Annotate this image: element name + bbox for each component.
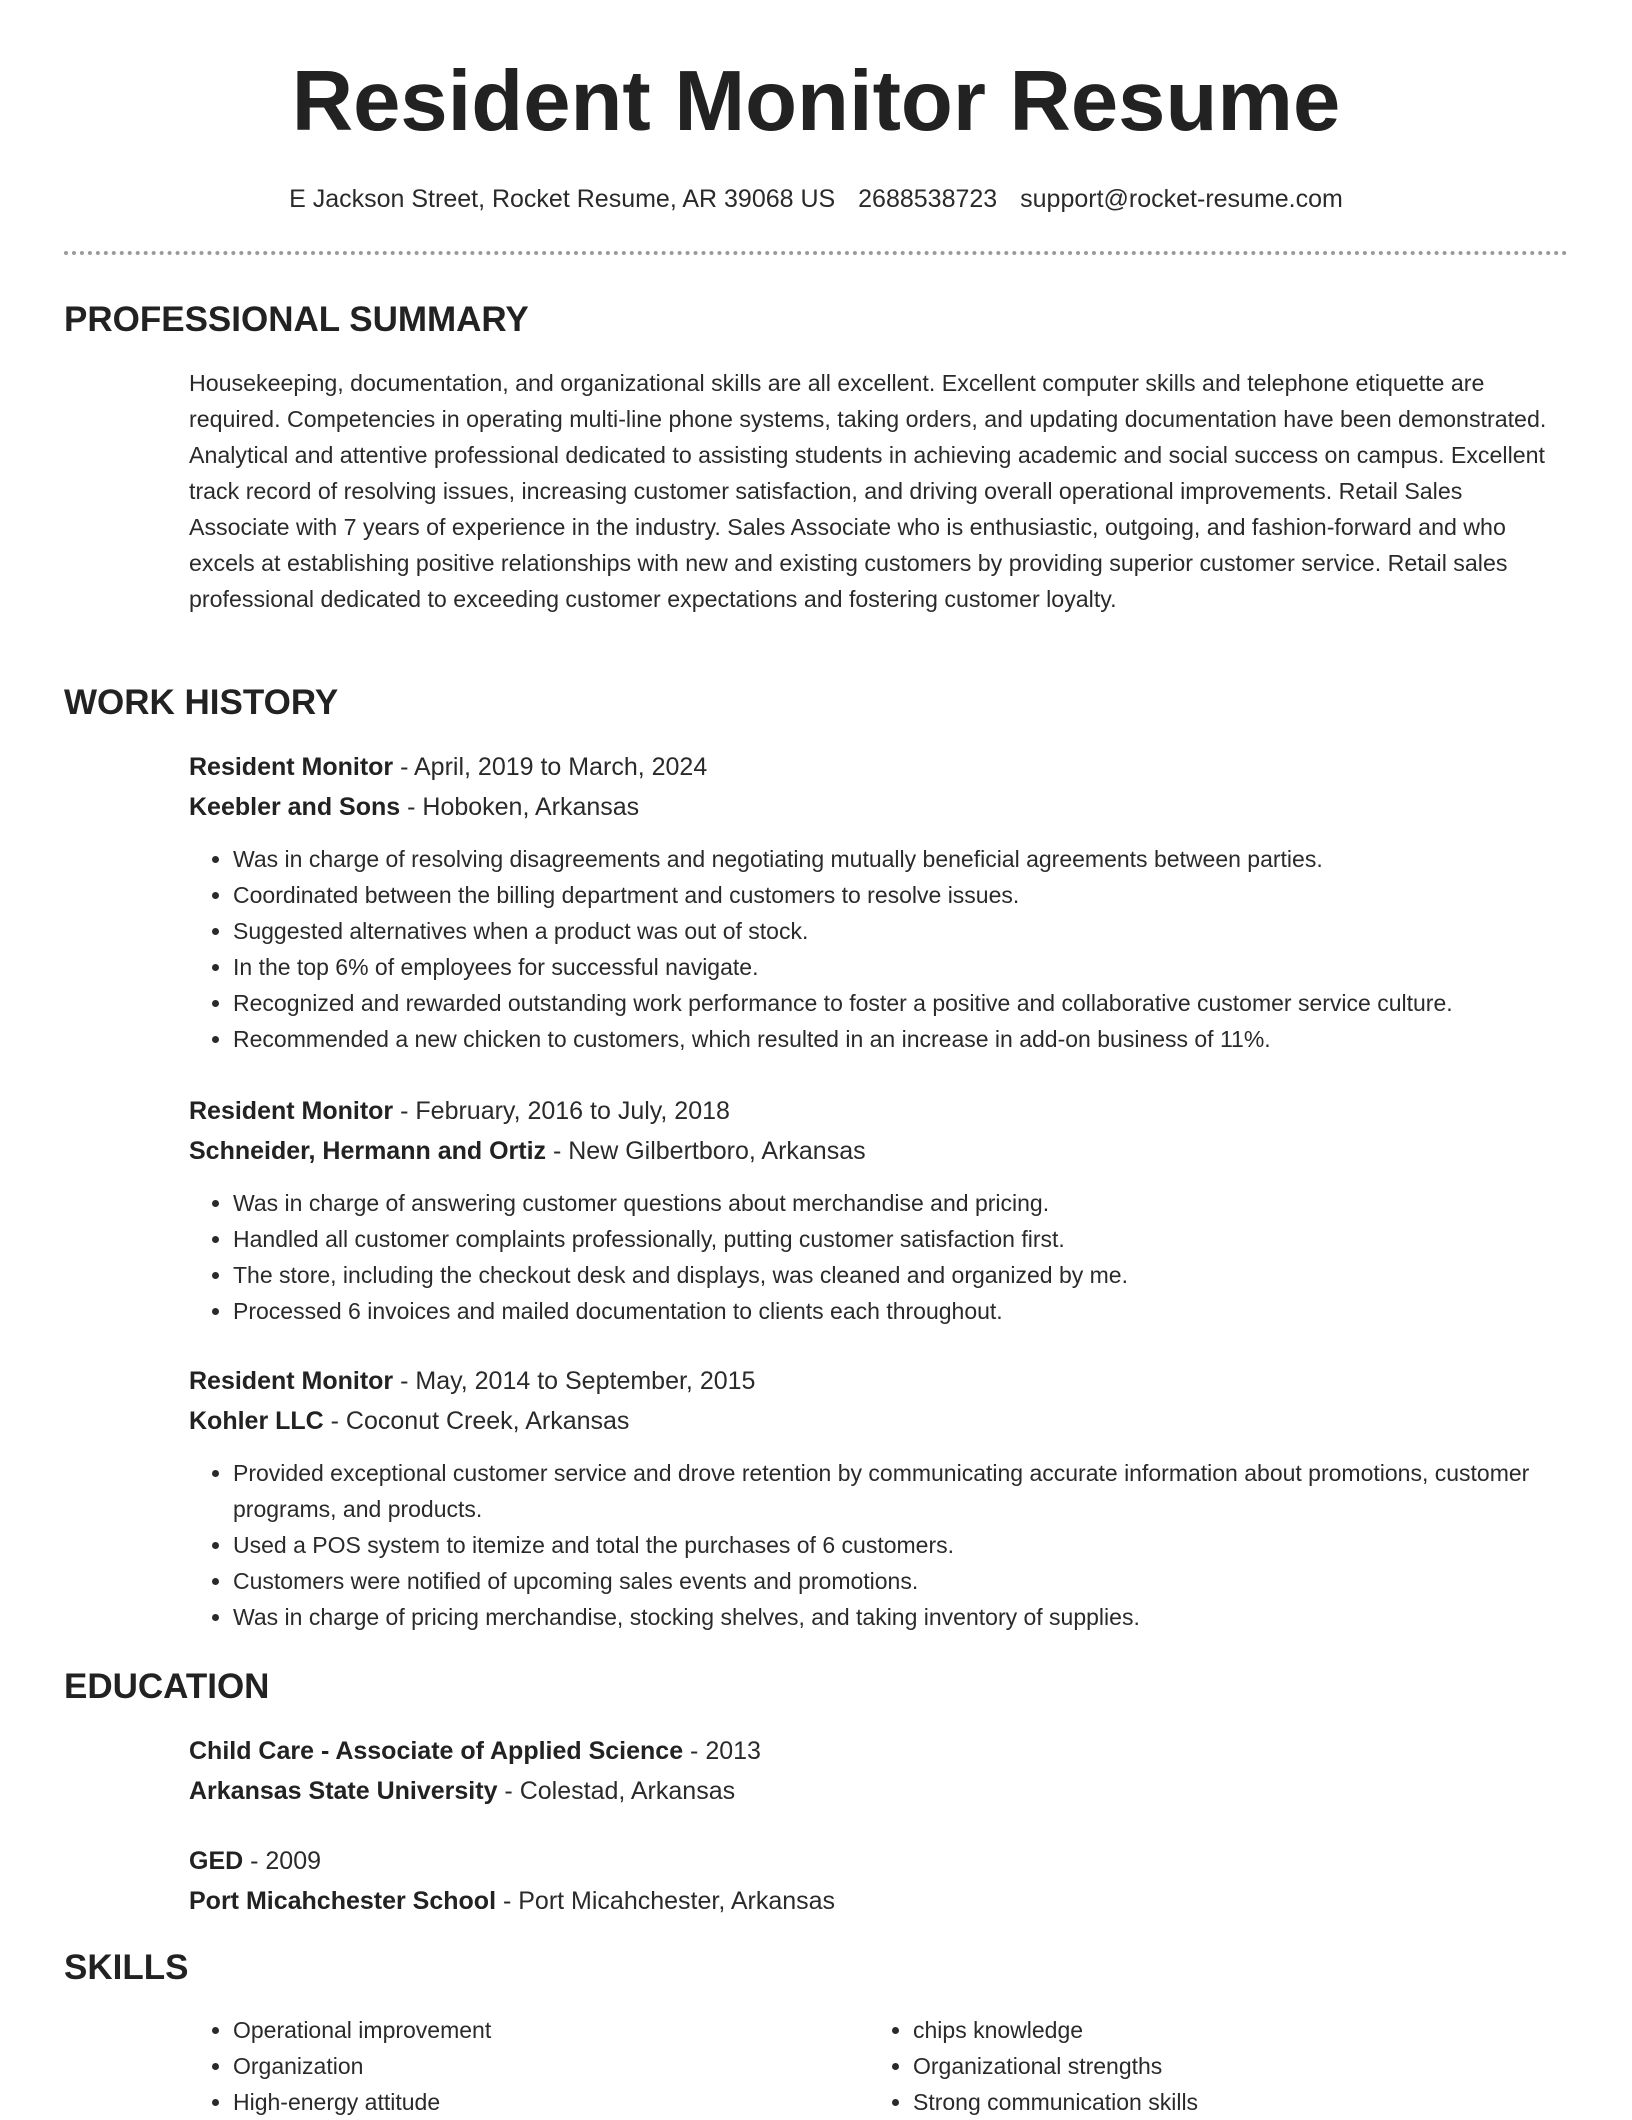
list-item: • Recognized and rewarded outstanding work performance to foster a positive and collaborative customer service culture. <box>233 985 1613 1021</box>
summary-text: Housekeeping, documentation, and organizational skills are all excellent. Excellent computer skills and telephone etiquette are required. Competencies in operating multi-line phone systems, taking orders, and updating documentation have been demonstrated. Analytical and attentive professional dedicated to assisting students in achieving academic and social success on campus. Excellent track record of resolving issues, increasing customer satisfaction, and driving overall operational improvements. Retail Sales Associate with 7 years of experience in the industry. Sales Associate who is enthusiastic, outgoing, and fashion-forward and who excels at establishing positive relationships with new and existing customers by providing superior customer service. Retail sales professional dedicated to exceeding customer expectations and fostering customer loyalty. <box>189 370 1547 612</box>
job-title-line <box>189 1363 755 1399</box>
school-location: - Port Micahchester, Arkansas <box>496 1887 836 1915</box>
list-item: • Was in charge of answering customer questions about merchandise and pricing. <box>233 1185 1613 1221</box>
job-dates: - May, 2014 to September, 2015 <box>393 1367 756 1395</box>
degree-year: - 2009 <box>243 1847 322 1875</box>
school-line <box>189 1773 735 1809</box>
job-company-line <box>189 1133 866 1169</box>
skills-list-left <box>189 2012 853 2120</box>
skill-item: • Organization <box>233 2048 853 2084</box>
school-name: Port Micahchester School <box>189 1887 497 1915</box>
job-title: Resident Monitor <box>189 753 394 781</box>
job-bullets <box>189 1455 1613 1635</box>
degree-line <box>189 1733 761 1769</box>
job-company-line <box>189 1403 629 1439</box>
job-company: Schneider, Hermann and Ortiz <box>189 1137 547 1165</box>
list-item: • Customers were notified of upcoming sales events and promotions. <box>233 1563 1613 1599</box>
list-item: • Used a POS system to itemize and total the purchases of 6 customers. <box>233 1527 1613 1563</box>
skills-list-right <box>869 2012 1533 2120</box>
job-location: - Coconut Creek, Arkansas <box>323 1407 630 1435</box>
list-item: • Provided exceptional customer service and drove retention by communicating accurate information about promotions, customer programs, and products. <box>233 1455 1613 1527</box>
job-bullets <box>189 1185 1613 1329</box>
job-title-line <box>189 749 707 785</box>
degree-name: GED <box>189 1847 244 1875</box>
summary-heading: PROFESSIONAL SUMMARY <box>64 300 529 339</box>
list-item: • Recommended a new chicken to customers, which resulted in an increase in add-on business of 11%. <box>233 1021 1613 1057</box>
job-dates: - April, 2019 to March, 2024 <box>393 753 708 781</box>
school-location: - Colestad, Arkansas <box>497 1777 736 1805</box>
school-name: Arkansas State University <box>189 1777 498 1805</box>
contact-phone: 2688538723 <box>858 185 998 213</box>
work-history-heading: WORK HISTORY <box>64 683 339 722</box>
job-bullets <box>189 841 1613 1057</box>
skill-item: • High-energy attitude <box>233 2084 853 2120</box>
job-company: Keebler and Sons <box>189 793 401 821</box>
degree-line <box>189 1843 321 1879</box>
job-company-line <box>189 789 639 825</box>
contact-address: E Jackson Street, Rocket Resume, AR 39068 US <box>289 185 836 213</box>
job-location: - Hoboken, Arkansas <box>400 793 640 821</box>
skill-item: • Organizational strengths <box>913 2048 1533 2084</box>
list-item: • Coordinated between the billing department and customers to resolve issues. <box>233 877 1613 913</box>
skill-item: • Operational improvement <box>233 2012 853 2048</box>
job-title: Resident Monitor <box>189 1367 394 1395</box>
list-item: • In the top 6% of employees for successful navigate. <box>233 949 1613 985</box>
job-location: - New Gilbertboro, Arkansas <box>546 1137 866 1165</box>
list-item: • Processed 6 invoices and mailed documentation to clients each throughout. <box>233 1293 1613 1329</box>
list-item: • Was in charge of pricing merchandise, stocking shelves, and taking inventory of supplies. <box>233 1599 1613 1635</box>
list-item: • The store, including the checkout desk and displays, was cleaned and organized by me. <box>233 1257 1613 1293</box>
job-title-line <box>189 1093 730 1129</box>
list-item: • Suggested alternatives when a product was out of stock. <box>233 913 1613 949</box>
contact-email: support@rocket-resume.com <box>1020 185 1343 213</box>
job-title: Resident Monitor <box>189 1097 394 1125</box>
degree-name: Child Care - Associate of Applied Science <box>189 1737 684 1765</box>
education-heading: EDUCATION <box>64 1667 270 1706</box>
job-dates: - February, 2016 to July, 2018 <box>393 1097 730 1125</box>
skills-heading: SKILLS <box>64 1948 189 1987</box>
school-line <box>189 1883 835 1919</box>
degree-year: - 2013 <box>683 1737 761 1765</box>
job-company: Kohler LLC <box>189 1407 324 1435</box>
skill-item: • chips knowledge <box>913 2012 1533 2048</box>
page-title: Resident Monitor Resume <box>291 54 1341 149</box>
list-item: • Was in charge of resolving disagreements and negotiating mutually beneficial agreements between parties. <box>233 841 1613 877</box>
list-item: • Handled all customer complaints professionally, putting customer satisfaction first. <box>233 1221 1613 1257</box>
skill-item: • Strong communication skills <box>913 2084 1533 2120</box>
header-divider <box>64 251 1568 255</box>
contact-info <box>0 181 1632 217</box>
